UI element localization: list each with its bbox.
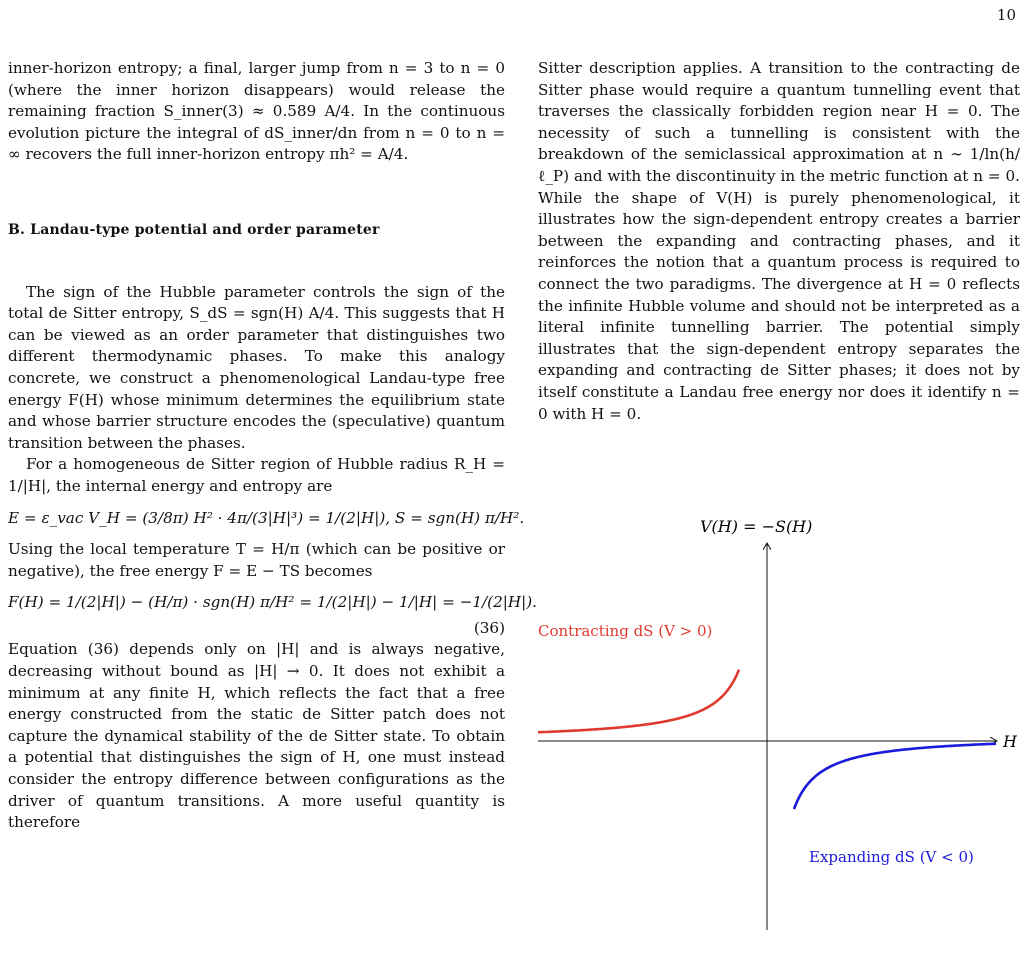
expanding-label: Expanding dS (V < 0)	[809, 848, 974, 866]
contracting-curve	[538, 670, 739, 733]
paragraph: Equation (36) depends only on |H| and is always negative, decreasing without bound as |H| → 0. It does not exhibit a minimum at any finite H, which reflects the fact that a free energy constructed from the static de Sitter patch does not capture the dynamical stability of the de Sitter state. To obtain a potential that distinguishes the sign of H, one must instead consider the entropy difference between configurations as the driver of quantum transitions. A more useful quantity is therefore	[8, 640, 505, 832]
paragraph: Sitter description applies. A transition to the contracting de Sitter phase would require a quantum tunnelling event that traverses the classically forbidden region near H = 0. The necessity of such a tunnelling is consistent with the breakdown of the semiclassical approximation at n ∼ 1/ln(h/ℓ_P) and with the discontinuity in the metric function at n = 0. While the shape of V(H) is purely phenomenological, it illustrates how the sign-dependent entropy creates a barrier between the expanding and contracting phases, and it reinforces the notion that a quantum process is required to connect the two paradigms. The divergence at H = 0 reflects the infinite Hubble volume and should not be interpreted as a literal infinite tunnelling barrier. The potential simply illustrates that the sign-dependent entropy separates the expanding and contracting de Sitter phases; it does not by itself constitute a Landau free energy nor does it identify n = 0 with H = 0.	[538, 59, 1020, 423]
section-heading: B. Landau-type potential and order parameter	[8, 221, 380, 238]
potential-figure	[536, 512, 1024, 963]
right-column	[538, 58, 1020, 425]
equation-number: (36)	[473, 618, 505, 637]
expanding-curve	[794, 744, 996, 809]
contracting-label: Contracting dS (V > 0)	[538, 622, 713, 640]
y-axis-label: V(H) = −S(H)	[700, 517, 813, 536]
paragraph: inner-horizon entropy; a final, larger jump from n = 3 to n = 0 (where the inner horizon disappears) would release the remaining fraction S_inner(3) ≈ 0.589 A/4. In the continuous evolution picture the integral of dS_inner/dn from n = 0 to n = ∞ recovers the full inner-horizon entropy πh² = A/4.	[8, 59, 505, 164]
x-axis-label: H	[1003, 732, 1017, 751]
paragraph: For a homogeneous de Sitter region of Hubble radius R_H = 1/|H|, the internal energy and entropy are	[8, 455, 505, 495]
paragraph: The sign of the Hubble parameter controls the sign of the total de Sitter entropy, S_dS = sgn(H) A/4. This suggests that H can be viewed as an order parameter that distinguishes two different thermodynamic phases. To make this analogy concrete, we construct a phenomenological Landau-type free energy F(H) whose minimum determines the equilibrium state and whose barrier structure encodes the (speculative) quantum transition between the phases.	[8, 282, 505, 452]
equation: E = ε_vac V_H = (3/8π) H² · 4π/(3|H|³) = 1/(2|H|), S = sgn(H) π/H².	[8, 508, 525, 527]
left-column	[8, 58, 537, 834]
page-number: 10	[996, 6, 1016, 24]
equation: F(H) = 1/(2|H|) − (H/π) · sgn(H) π/H² = 1/(2|H|) − 1/|H| = −1/(2|H|).	[8, 593, 537, 612]
potential-plot	[536, 512, 1024, 963]
paragraph: Using the local temperature T = H/π (which can be positive or negative), the free energy F = E − TS becomes	[8, 540, 505, 580]
